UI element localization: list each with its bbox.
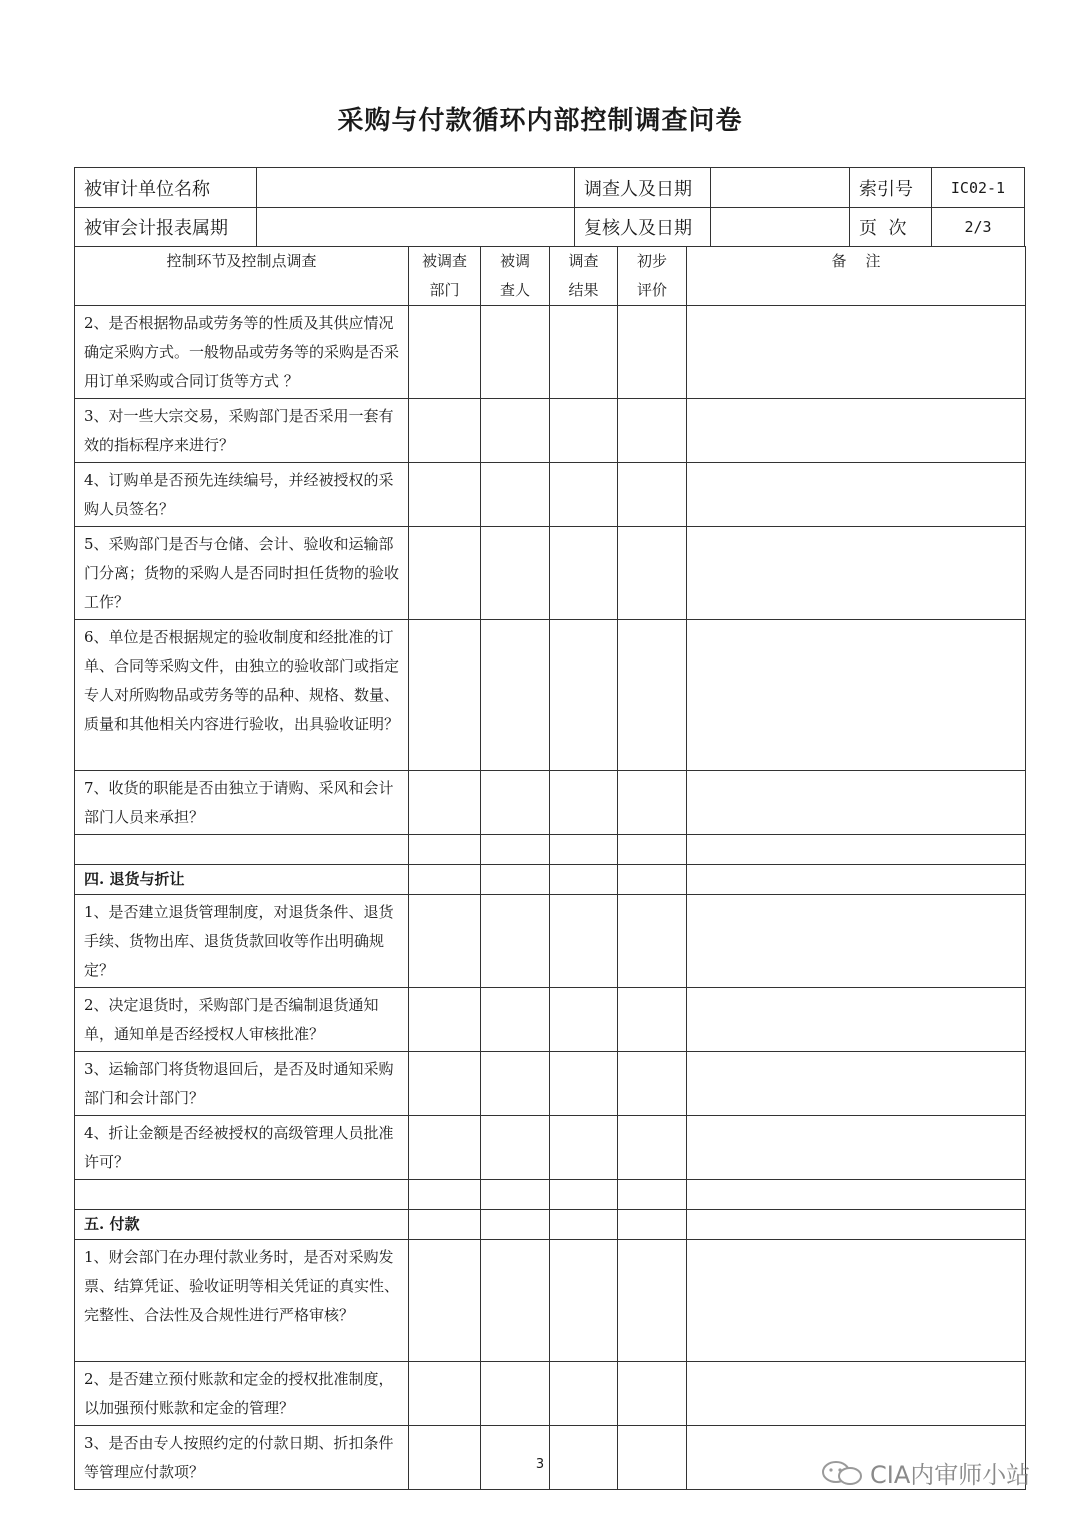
page-number: 3: [535, 1457, 545, 1472]
remarks-cell[interactable]: [687, 895, 1026, 988]
evaluation-cell[interactable]: [618, 1362, 687, 1426]
reviewer-value[interactable]: [711, 207, 850, 246]
evaluation-cell[interactable]: [618, 399, 687, 463]
result-cell[interactable]: [550, 771, 618, 835]
department-cell[interactable]: [409, 1240, 481, 1362]
col-header-remarks: 备 注: [687, 247, 1026, 306]
investigator-label: 调查人及日期: [575, 168, 711, 207]
remarks-cell[interactable]: [687, 620, 1026, 771]
table-row: [75, 988, 1026, 1052]
respondent-cell[interactable]: [481, 1180, 550, 1210]
department-cell[interactable]: [409, 527, 481, 620]
evaluation-cell[interactable]: [618, 1240, 687, 1362]
department-cell[interactable]: [409, 1052, 481, 1116]
reviewer-label: 复核人及日期: [575, 207, 711, 246]
question-text: 5、采购部门是否与仓储、会计、验收和运输部门分离；货物的采购人是否同时担任货物的验收工作？: [75, 527, 409, 620]
result-cell[interactable]: [550, 620, 618, 771]
respondent-cell[interactable]: [481, 1210, 550, 1240]
col-header-evaluation: 初步 评价: [618, 247, 687, 306]
result-cell[interactable]: [550, 1180, 618, 1210]
result-cell[interactable]: [550, 1240, 618, 1362]
remarks-cell[interactable]: [687, 771, 1026, 835]
header-row-2: [75, 207, 1024, 246]
result-cell[interactable]: [550, 527, 618, 620]
respondent-cell[interactable]: [481, 1052, 550, 1116]
index-value: IC02-1: [950, 178, 1006, 197]
table-row: [75, 1362, 1026, 1426]
department-cell[interactable]: [409, 463, 481, 527]
blank-row: [75, 1180, 1026, 1210]
wechat-icon: [820, 1460, 864, 1486]
department-cell[interactable]: [409, 988, 481, 1052]
unit-name-label: 被审计单位名称: [75, 168, 257, 207]
question-text: 7、收货的职能是否由独立于请购、采风和会计部门人员来承担？: [75, 771, 409, 835]
questionnaire-table: [74, 246, 1026, 1490]
department-cell[interactable]: [409, 620, 481, 771]
result-cell[interactable]: [550, 1362, 618, 1426]
department-cell[interactable]: [409, 1210, 481, 1240]
question-text: 3、对一些大宗交易，采购部门是否采用一套有效的指标程序来进行？: [75, 399, 409, 463]
section-row: [75, 865, 1026, 895]
column-header-row: [75, 247, 1026, 306]
respondent-cell[interactable]: [481, 620, 550, 771]
result-cell[interactable]: [550, 463, 618, 527]
evaluation-cell[interactable]: [618, 1210, 687, 1240]
respondent-cell[interactable]: [481, 1116, 550, 1180]
remarks-cell[interactable]: [687, 1362, 1026, 1426]
result-cell[interactable]: [550, 1052, 618, 1116]
evaluation-cell[interactable]: [618, 771, 687, 835]
table-row: [75, 895, 1026, 988]
result-cell[interactable]: [550, 1116, 618, 1180]
header-info-table: [74, 167, 1025, 247]
table-row: [75, 527, 1026, 620]
department-cell[interactable]: [409, 1116, 481, 1180]
remarks-cell[interactable]: [687, 865, 1026, 895]
header-row-1: [75, 168, 1024, 208]
result-cell[interactable]: [550, 865, 618, 895]
question-text: 2、是否根据物品或劳务等的性质及其供应情况确定采购方式。一般物品或劳务等的采购是否采用订单采购或合同订货等方式 ？: [75, 306, 409, 399]
question-text: 4、订购单是否预先连续编号，并经被授权的采购人员签名？: [75, 463, 409, 527]
remarks-cell[interactable]: [687, 463, 1026, 527]
question-text: [75, 835, 409, 865]
department-cell[interactable]: [409, 306, 481, 399]
remarks-cell[interactable]: [687, 1210, 1026, 1240]
col-header-department: 被调查 部门: [409, 247, 481, 306]
question-text: 2、决定退货时，采购部门是否编制退货通知单，通知单是否经授权人审核批准？: [75, 988, 409, 1052]
evaluation-cell[interactable]: [618, 463, 687, 527]
question-text: [75, 1180, 409, 1210]
department-cell[interactable]: [409, 1180, 481, 1210]
respondent-cell[interactable]: [481, 988, 550, 1052]
remarks-cell[interactable]: [687, 306, 1026, 399]
respondent-cell[interactable]: [481, 865, 550, 895]
col-header-control-points: 控制环节及控制点调查: [75, 247, 409, 306]
period-value[interactable]: [257, 207, 575, 246]
watermark-text: CIA内审师小站: [870, 1461, 1031, 1489]
respondent-cell[interactable]: [481, 463, 550, 527]
question-text: 4、折让金额是否经被授权的高级管理人员批准许可？: [75, 1116, 409, 1180]
investigator-value[interactable]: [711, 168, 850, 207]
remarks-cell[interactable]: [687, 527, 1026, 620]
table-row: [75, 1240, 1026, 1362]
table-row: [75, 620, 1026, 771]
question-text: 3、运输部门将货物退回后，是否及时通知采购部门和会计部门？: [75, 1052, 409, 1116]
respondent-cell[interactable]: [481, 1362, 550, 1426]
question-text: 6、单位是否根据规定的验收制度和经批准的订单、合同等采购文件，由独立的验收部门或指定专人对所购物品或劳务等的品种、规格、数量、质量和其他相关内容进行验收，出具验收证明？: [75, 620, 409, 771]
department-cell[interactable]: [409, 771, 481, 835]
col-header-respondent: 被调 查人: [481, 247, 550, 306]
respondent-cell[interactable]: [481, 399, 550, 463]
remarks-cell[interactable]: [687, 1180, 1026, 1210]
respondent-cell[interactable]: [481, 1240, 550, 1362]
evaluation-cell[interactable]: [618, 895, 687, 988]
respondent-cell[interactable]: [481, 527, 550, 620]
department-cell[interactable]: [409, 865, 481, 895]
evaluation-cell[interactable]: [618, 988, 687, 1052]
question-text: 3、是否由专人按照约定的付款日期、折扣条件等管理应付款项？: [75, 1426, 409, 1490]
result-cell[interactable]: [550, 306, 618, 399]
remarks-cell[interactable]: [687, 988, 1026, 1052]
remarks-cell[interactable]: [687, 1240, 1026, 1362]
table-row: [75, 306, 1026, 399]
remarks-cell[interactable]: [687, 1116, 1026, 1180]
period-label: 被审会计报表属期: [75, 207, 257, 246]
department-cell[interactable]: [409, 399, 481, 463]
index-label: 索引号: [850, 168, 932, 207]
table-row: [75, 771, 1026, 835]
department-cell[interactable]: [409, 895, 481, 988]
evaluation-cell[interactable]: [618, 835, 687, 865]
evaluation-cell[interactable]: [618, 865, 687, 895]
respondent-cell[interactable]: [481, 835, 550, 865]
result-cell[interactable]: [550, 988, 618, 1052]
table-row: [75, 463, 1026, 527]
remarks-cell[interactable]: [687, 835, 1026, 865]
respondent-cell[interactable]: [481, 771, 550, 835]
blank-row: [75, 835, 1026, 865]
table-row: [75, 1116, 1026, 1180]
respondent-cell[interactable]: [481, 306, 550, 399]
section-title: 四. 退货与折让: [75, 865, 409, 895]
evaluation-cell[interactable]: [618, 1116, 687, 1180]
document-title: 采购与付款循环内部控制调查问卷: [337, 106, 743, 136]
section-title: 五. 付款: [75, 1210, 409, 1240]
remarks-cell[interactable]: [687, 399, 1026, 463]
table-row: [75, 1052, 1026, 1116]
result-cell[interactable]: [550, 895, 618, 988]
page-value: 2/3: [964, 217, 992, 236]
result-cell[interactable]: [550, 399, 618, 463]
question-text: 1、是否建立退货管理制度，对退货条件、退货手续、货物出库、退货货款回收等作出明确规定？: [75, 895, 409, 988]
result-cell[interactable]: [550, 1210, 618, 1240]
respondent-cell[interactable]: [481, 895, 550, 988]
section-row: [75, 1210, 1026, 1240]
table-row: [75, 399, 1026, 463]
unit-name-value[interactable]: [257, 168, 575, 207]
evaluation-cell[interactable]: [618, 1180, 687, 1210]
evaluation-cell[interactable]: [618, 306, 687, 399]
question-text: 1、财会部门在办理付款业务时，是否对采购发票、结算凭证、验收证明等相关凭证的真实性、完整性、合法性及合规性进行严格审核？: [75, 1240, 409, 1362]
watermark: [820, 1455, 1030, 1490]
col-header-result: 调查 结果: [550, 247, 618, 306]
evaluation-cell[interactable]: [618, 620, 687, 771]
result-cell[interactable]: [550, 835, 618, 865]
remarks-cell[interactable]: [687, 1052, 1026, 1116]
evaluation-cell[interactable]: [618, 527, 687, 620]
page-label: 页 次: [850, 207, 932, 246]
department-cell[interactable]: [409, 835, 481, 865]
department-cell[interactable]: [409, 1362, 481, 1426]
evaluation-cell[interactable]: [618, 1052, 687, 1116]
question-text: 2、是否建立预付账款和定金的授权批准制度，以加强预付账款和定金的管理？: [75, 1362, 409, 1426]
